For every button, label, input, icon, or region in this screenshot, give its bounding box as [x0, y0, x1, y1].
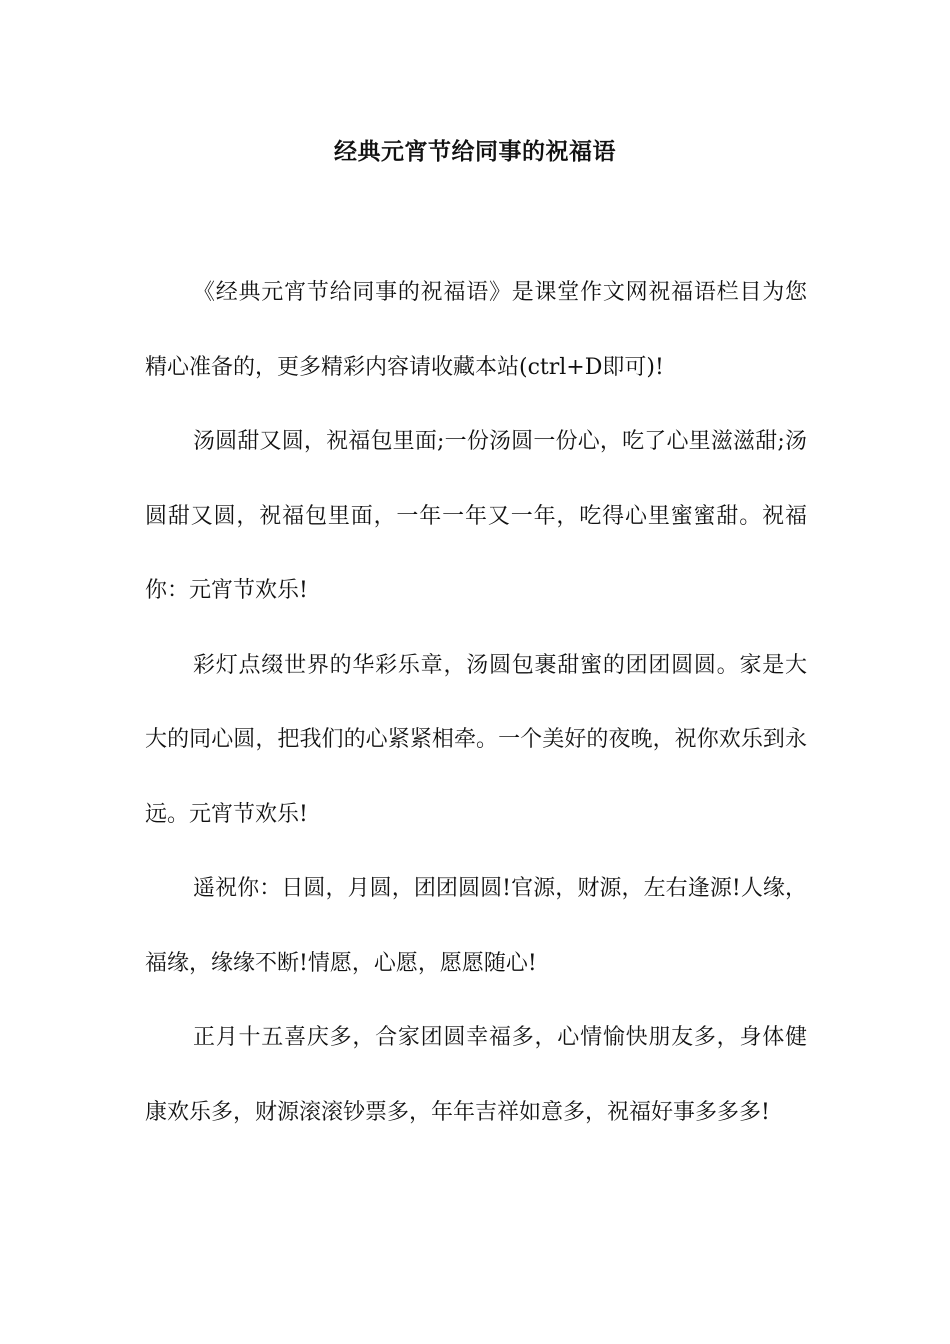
greeting-paragraph-1: 汤圆甜又圆，祝福包里面;一份汤圆一份心，吃了心里滋滋甜;汤圆甜又圆，祝福包里面，一年一年又一年，吃得心里蜜蜜甜。祝福你：元宵节欢乐! — [145, 429, 807, 603]
greeting-paragraph-2: 彩灯点缀世界的华彩乐章，汤圆包裹甜蜜的团团圆圆。家是大大的同心圆，把我们的心紧紧相牵。一个美好的夜晚，祝你欢乐到永远。元宵节欢乐! — [145, 652, 807, 827]
document-title: 经典元宵节给同事的祝福语 — [334, 139, 616, 165]
document-body — [145, 256, 807, 1150]
greeting-paragraph-4: 正月十五喜庆多，合家团圆幸福多，心情愉快朋友多，身体健康欢乐多，财源滚滚钞票多，年年吉祥如意多，祝福好事多多多! — [145, 1025, 807, 1125]
intro-paragraph: 《经典元宵节给同事的祝福语》是课堂作文网祝福语栏目为您精心准备的，更多精彩内容请收藏本站(ctrl+D即可)! — [145, 280, 807, 380]
greeting-paragraph-3: 遥祝你：日圆，月圆，团团圆圆!官源，财源，左右逢源!人缘，福缘，缘缘不断!情愿，心愿，愿愿随心! — [145, 876, 807, 976]
